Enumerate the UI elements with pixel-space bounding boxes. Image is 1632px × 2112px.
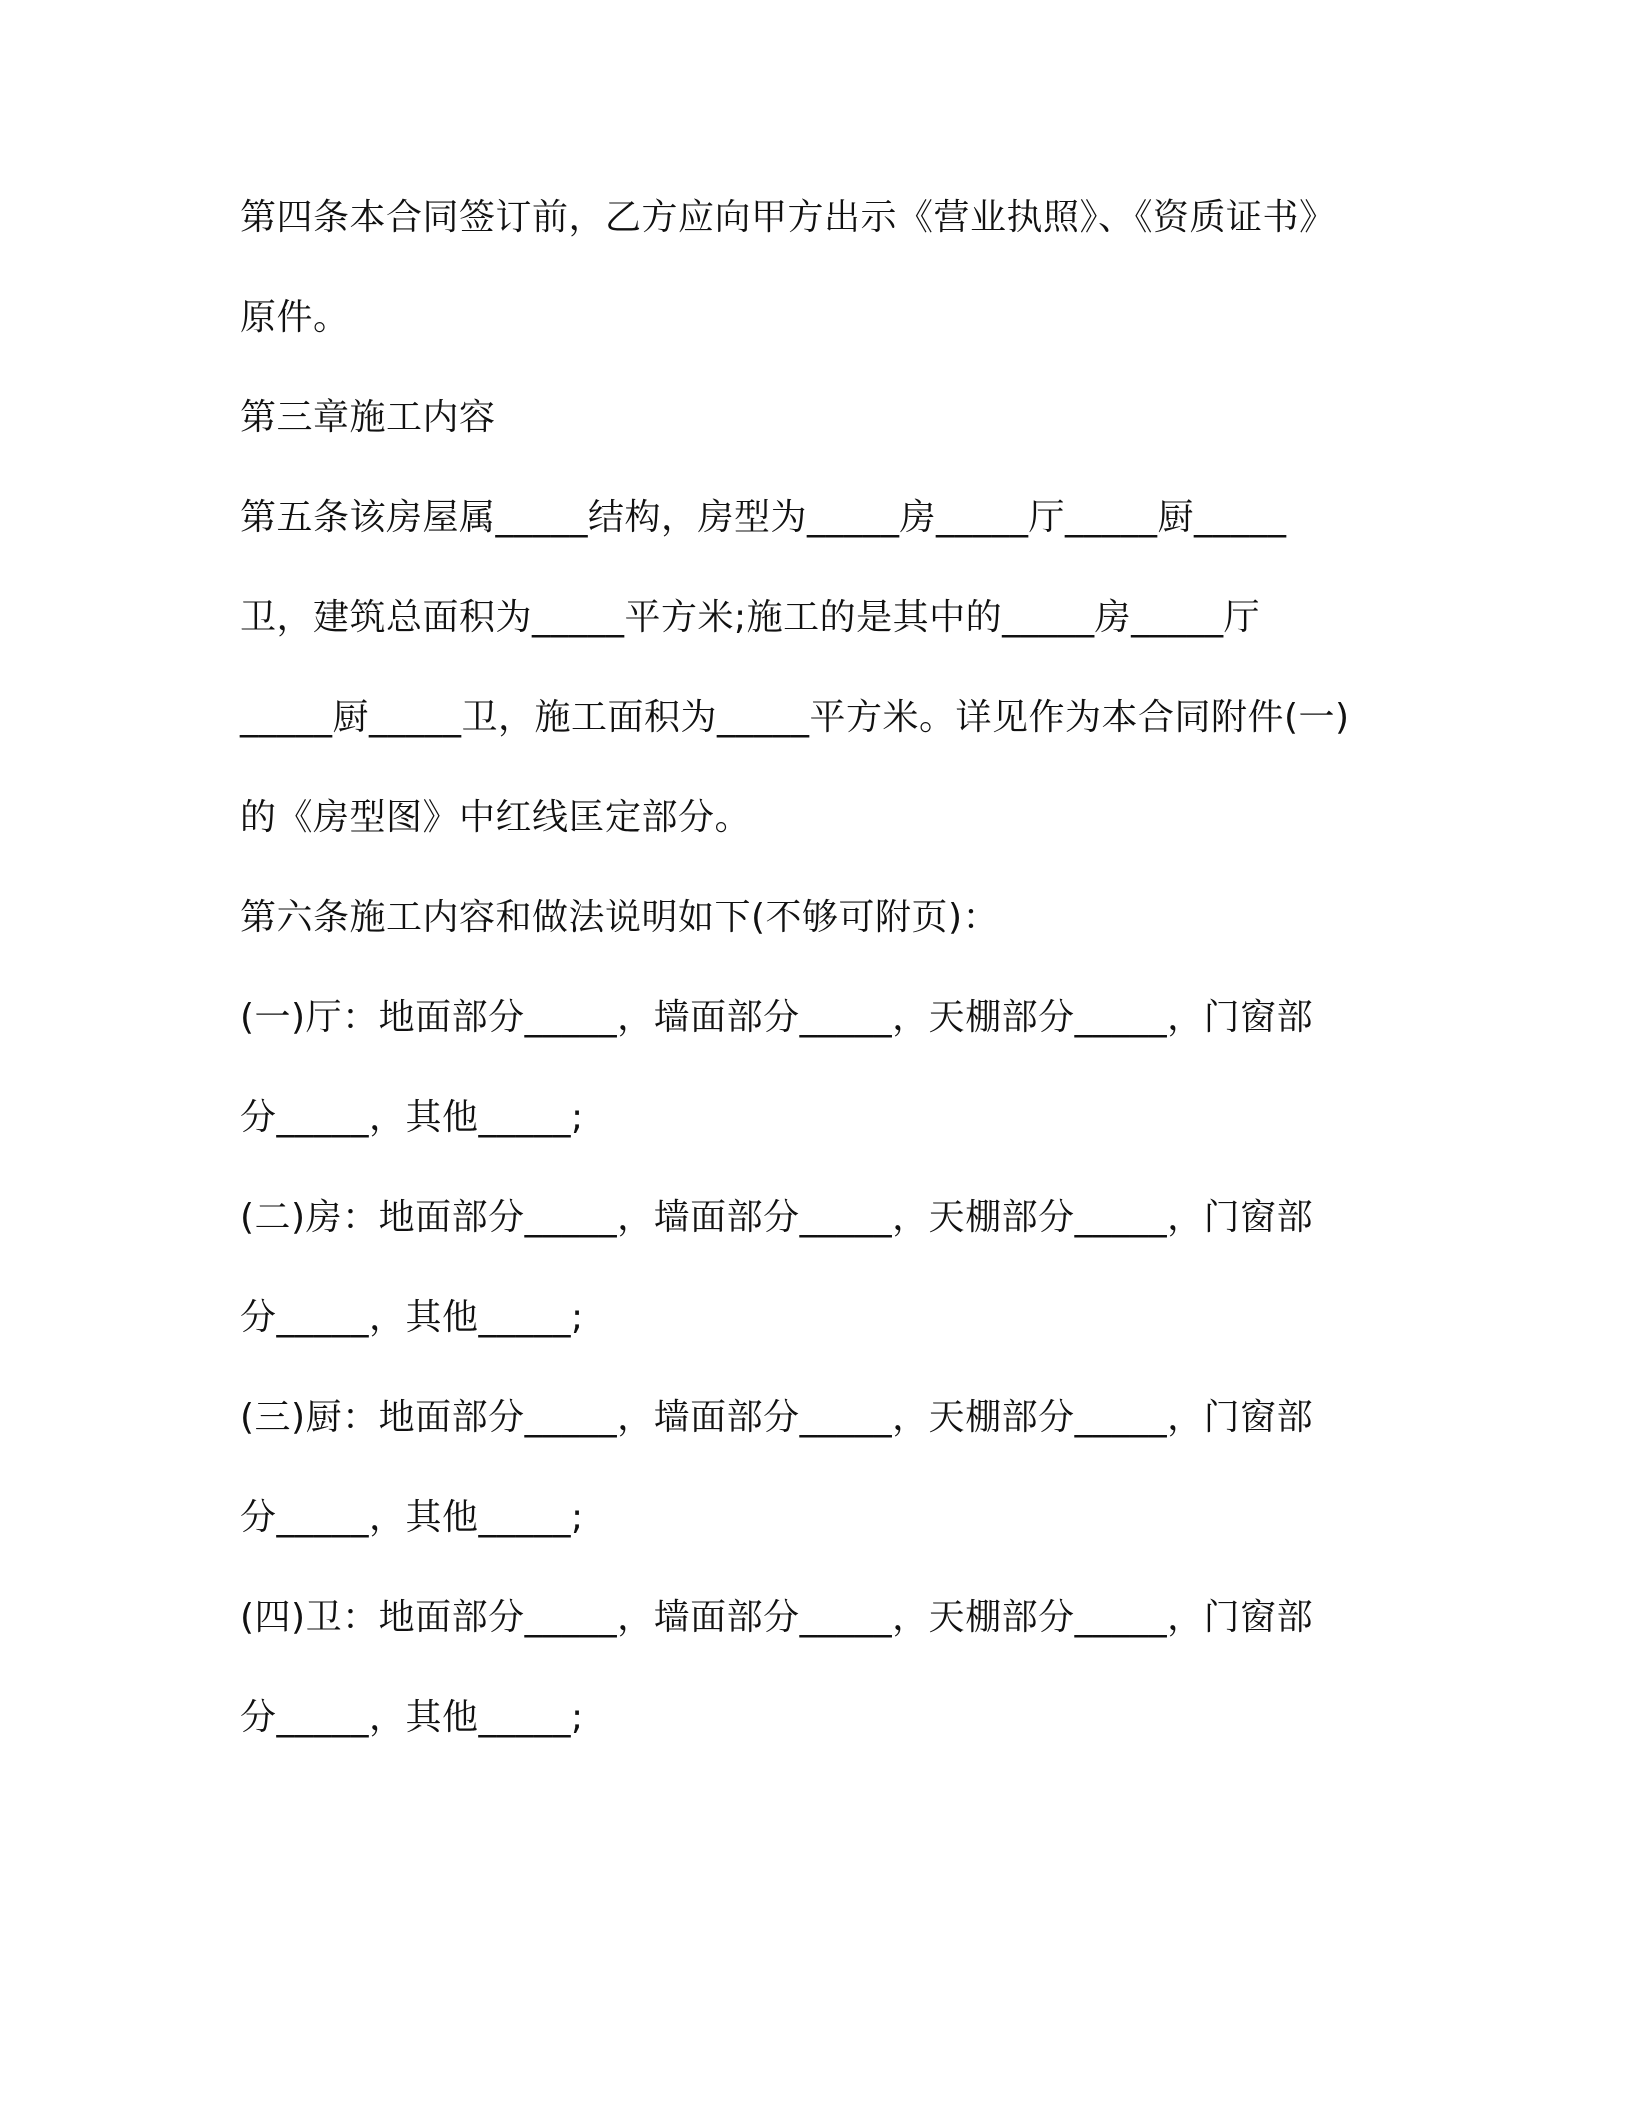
chapter-3-heading: 第三章施工内容 bbox=[240, 397, 496, 438]
article-5-line-4: 的《房型图》中红线匡定部分。 bbox=[240, 797, 752, 838]
item-bath-line-2: 分_____，其他_____; bbox=[240, 1697, 584, 1738]
item-hall-line-2: 分_____，其他_____; bbox=[240, 1097, 584, 1138]
article-4-line-1: 第四条本合同签订前，乙方应向甲方出示《营业执照》、《资质证书》 bbox=[240, 197, 1336, 238]
item-hall-line-1: (一)厅：地面部分_____，墙面部分_____，天棚部分_____，门窗部 bbox=[240, 997, 1314, 1038]
article-5-line-1: 第五条该房屋属_____结构，房型为_____房_____厅_____厨_____ bbox=[240, 497, 1287, 538]
item-room-line-1: (二)房：地面部分_____，墙面部分_____，天棚部分_____，门窗部 bbox=[240, 1197, 1314, 1238]
item-room-line-2: 分_____，其他_____; bbox=[240, 1297, 584, 1338]
item-kitchen-line-2: 分_____，其他_____; bbox=[240, 1497, 584, 1538]
item-bath-line-1: (四)卫：地面部分_____，墙面部分_____，天棚部分_____，门窗部 bbox=[240, 1597, 1314, 1638]
article-5-line-2: 卫，建筑总面积为_____平方米;施工的是其中的_____房_____厅 bbox=[240, 597, 1261, 638]
article-4-line-2: 原件。 bbox=[240, 297, 350, 338]
article-6-heading: 第六条施工内容和做法说明如下(不够可附页)： bbox=[240, 897, 1000, 938]
item-kitchen-line-1: (三)厨：地面部分_____，墙面部分_____，天棚部分_____，门窗部 bbox=[240, 1397, 1314, 1438]
article-5-line-3: _____厨_____卫，施工面积为_____平方米。详见作为本合同附件(一) bbox=[240, 697, 1350, 738]
